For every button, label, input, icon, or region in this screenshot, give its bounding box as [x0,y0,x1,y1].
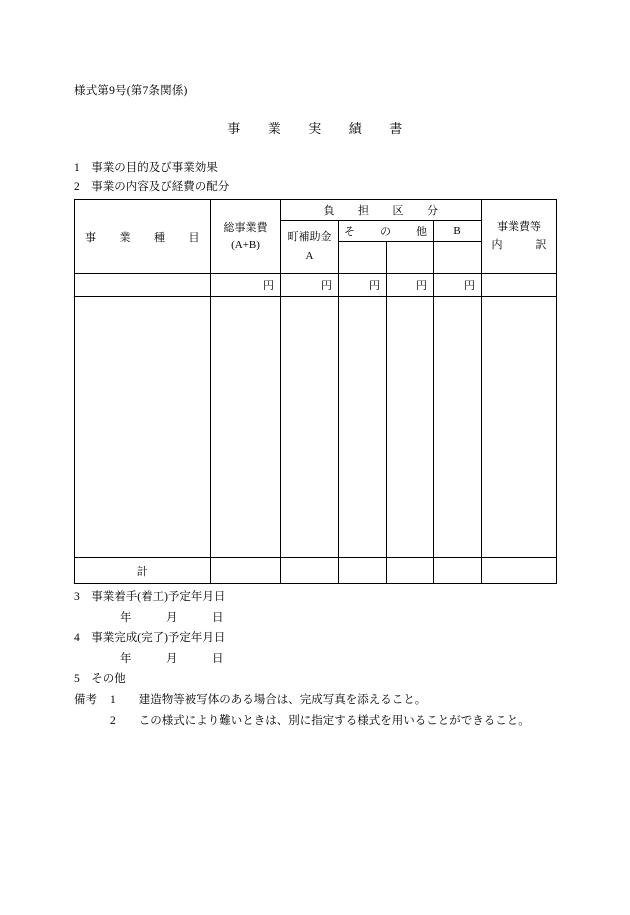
note-item-1: 1 建造物等被写体のある場合は、完成写真を添えること。 [110,694,427,706]
section-2-heading: 2 事業の内容及び経費の配分 [74,181,230,193]
table-row-total [75,558,557,584]
header-other-sub-1 [339,242,387,274]
note-item-2: 2 この様式により難いときは、別に指定する様式を用いることができること。 [110,715,530,727]
header-other-b: B [434,221,482,242]
header-total-cost-line1: 総事業費 [223,222,268,234]
section-1-heading: 1 事業の目的及び事業効果 [74,162,218,174]
table-header-row-1 [75,200,557,221]
total-cell-other-3[interactable] [434,558,482,584]
total-cell-other-2[interactable] [387,558,434,584]
header-business-kind: 事 業 種 目 [75,200,211,274]
total-row-label: 計 [75,558,211,584]
entry-cell-other-1[interactable] [339,297,387,558]
header-breakdown [482,200,557,274]
total-cell-other-1[interactable] [339,558,387,584]
unit-cell-total: 円 [211,274,281,297]
table-row-units [75,274,557,297]
header-other-label: そ の 他 [339,221,434,242]
header-burden-group: 負 担 区 分 [281,200,482,221]
header-other-sub-3 [434,242,482,274]
unit-cell-other-1: 円 [339,274,387,297]
entry-cell-other-3[interactable] [434,297,482,558]
section-4-heading: 4 事業完成(完了)予定年月日 [74,632,226,644]
table-row-entry [75,297,557,558]
entry-cell-other-2[interactable] [387,297,434,558]
header-breakdown-line2: 内 訳 [491,238,547,251]
total-cell-breakdown[interactable] [482,558,557,584]
entry-cell-breakdown[interactable] [482,297,557,558]
page-title: 事 業 実 績 書 [227,121,403,136]
form-number: 様式第9号(第7条関係) [74,85,188,97]
unit-cell-kind [75,274,211,297]
header-town-subsidy-line1: 町補助金 [287,231,332,244]
unit-cell-other-2: 円 [387,274,434,297]
unit-cell-breakdown [482,274,557,297]
notes-label: 備考 [74,694,97,706]
section-5-heading: 5 その他 [74,673,126,685]
unit-cell-other-3: 円 [434,274,482,297]
entry-cell-total[interactable] [211,297,281,558]
total-cell-subsidy[interactable] [281,558,339,584]
header-town-subsidy-line2: A [305,250,314,262]
entry-cell-kind[interactable] [75,297,211,558]
entry-cell-subsidy[interactable] [281,297,339,558]
section-3-date-line: 年 月 日 [120,612,224,624]
total-cell-total[interactable] [211,558,281,584]
header-town-subsidy [281,221,339,274]
section-3-heading: 3 事業着手(着工)予定年月日 [74,591,226,603]
header-breakdown-line1: 事業費等 [497,220,541,233]
expense-allocation-table [74,199,557,584]
header-total-cost [211,200,281,274]
section-4-date-line: 年 月 日 [120,653,224,665]
unit-cell-subsidy: 円 [281,274,339,297]
header-other-sub-2 [387,242,434,274]
header-total-cost-line2: (A+B) [231,238,260,251]
